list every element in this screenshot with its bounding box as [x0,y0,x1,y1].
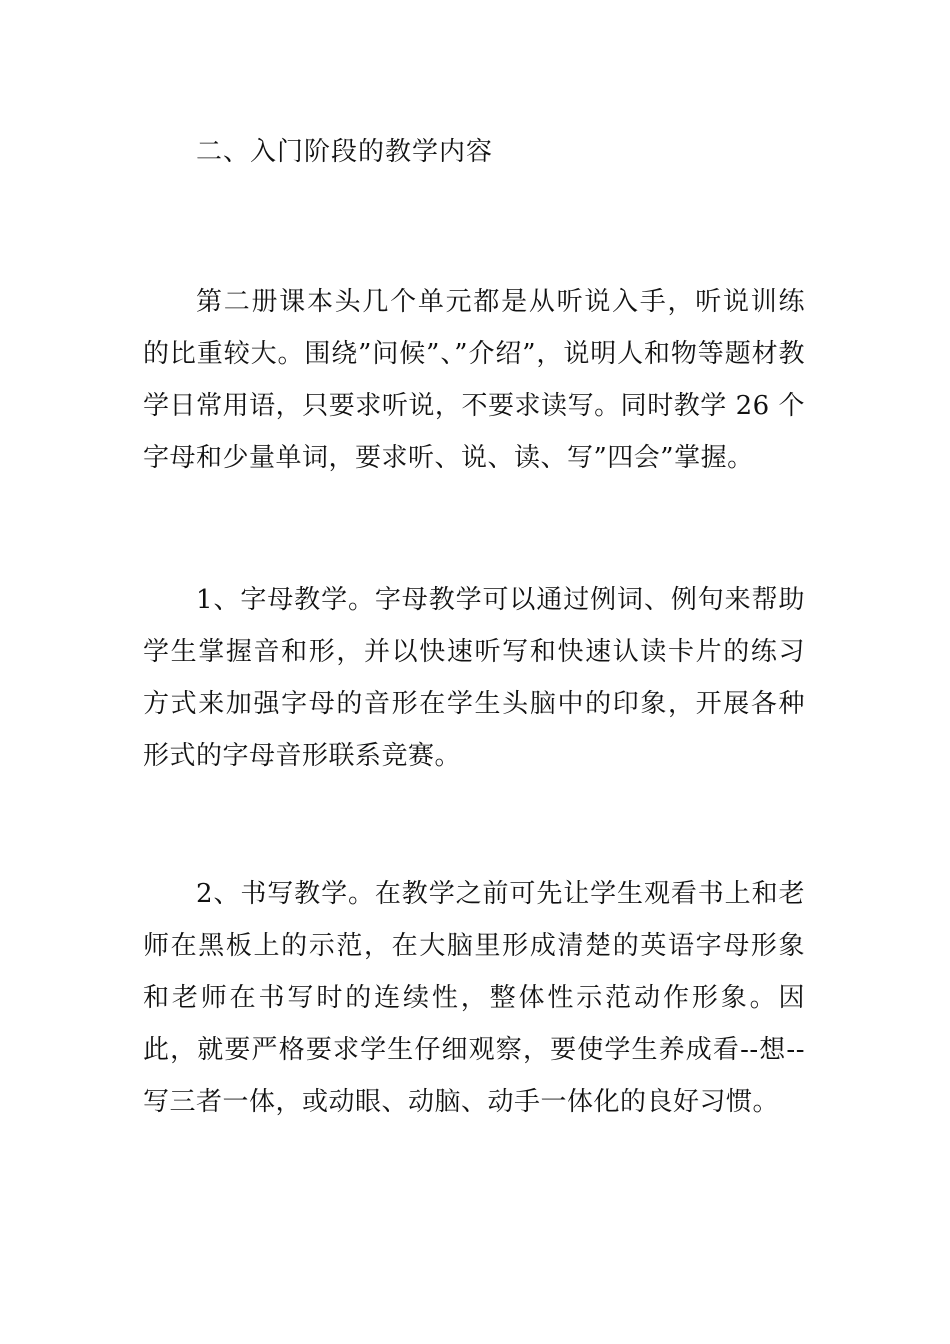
paragraph-writing-teaching: 2、书写教学。在教学之前可先让学生观看书上和老师在黑板上的示范，在大脑里形成清楚的英语字母形象和老师在书写时的连续性，整体性示范动作形象。因此，就要严格要求学生仔细观察，要使学生养成看--想--写三者一体，或动眼、动脑、动手一体化的良好习惯。 [143,879,805,1117]
paragraph-intro: 第二册课本头几个单元都是从听说入手，听说训练的比重较大。围绕”问候”、”介绍”，说明人和物等题材教学日常用语，只要求听说，不要求读写。同时教学 26 个字母和少量单词，要求听、说、读、写”四会”掌握。 [143,287,805,473]
section-heading: 二、入门阶段的教学内容 [196,137,494,167]
paragraph-letter-teaching: 1、字母教学。字母教学可以通过例词、例句来帮助学生掌握音和形，并以快速听写和快速认读卡片的练习方式来加强字母的音形在学生头脑中的印象，开展各种形式的字母音形联系竞赛。 [143,585,805,771]
